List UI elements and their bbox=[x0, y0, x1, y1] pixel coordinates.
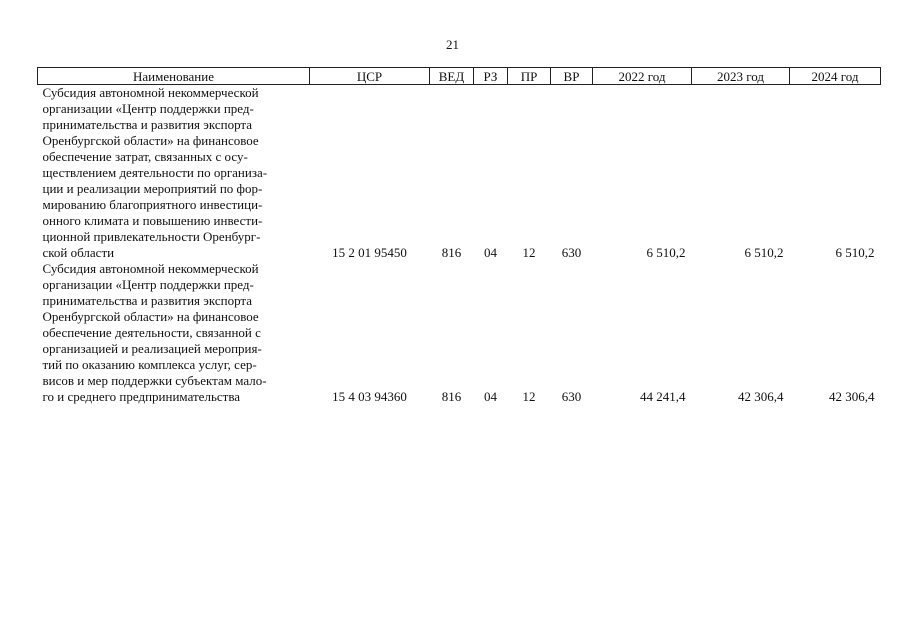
name-line: организацией и реализацией мероприя- bbox=[42, 341, 262, 356]
budget-table bbox=[37, 67, 881, 405]
cell-2023: 42 306,4 bbox=[738, 389, 784, 404]
name-line: организации «Центр поддержки пред- bbox=[42, 277, 254, 292]
cell-csr: 15 2 01 95450 bbox=[332, 245, 407, 260]
cell-2023: 6 510,2 bbox=[744, 245, 784, 260]
cell-vr: 630 bbox=[561, 245, 582, 260]
table-row bbox=[38, 85, 881, 262]
name-line: ционной привлекательности Оренбург- bbox=[42, 229, 261, 244]
name-line: Оренбургской области» на финансовое bbox=[42, 133, 259, 148]
name-line: Оренбургской области» на финансовое bbox=[42, 309, 259, 324]
cell-rz: 04 bbox=[484, 389, 497, 404]
row-name bbox=[38, 85, 310, 262]
header-csr: ЦСР bbox=[310, 68, 430, 85]
cell-pr: 12 bbox=[522, 245, 536, 260]
name-line: го и среднего предпринимательства bbox=[42, 389, 241, 404]
name-line: ской области bbox=[42, 245, 115, 260]
name-line: обеспечение деятельности, связанной с bbox=[42, 325, 261, 340]
name-line: организации «Центр поддержки пред- bbox=[42, 101, 254, 116]
header-vr: ВР bbox=[551, 68, 593, 85]
name-line: онного климата и повышению инвести- bbox=[42, 213, 263, 228]
cell-2024: 42 306,4 bbox=[829, 389, 875, 404]
header-2023: 2023 год bbox=[692, 68, 790, 85]
header-ved: ВЕД bbox=[430, 68, 474, 85]
name-line: принимательства и развития экспорта bbox=[42, 293, 253, 308]
cell-ved: 816 bbox=[441, 245, 462, 260]
row-name bbox=[38, 261, 310, 405]
cell-2022: 6 510,2 bbox=[646, 245, 686, 260]
cell-2022: 44 241,4 bbox=[640, 389, 686, 404]
header-2022: 2022 год bbox=[593, 68, 692, 85]
header-row bbox=[38, 68, 881, 85]
name-line: тий по оказанию комплекса услуг, сер- bbox=[42, 357, 257, 372]
cell-2024: 6 510,2 bbox=[835, 245, 875, 260]
name-line: обеспечение затрат, связанных с осу- bbox=[42, 149, 248, 164]
name-line: принимательства и развития экспорта bbox=[42, 117, 253, 132]
header-pr: ПР bbox=[508, 68, 551, 85]
header-rz: РЗ bbox=[474, 68, 508, 85]
page-number: 21 bbox=[446, 37, 459, 52]
header-name: Наименование bbox=[38, 68, 310, 85]
name-line: мированию благоприятного инвестици- bbox=[42, 197, 263, 212]
cell-rz: 04 bbox=[484, 245, 497, 260]
cell-csr: 15 4 03 94360 bbox=[332, 389, 407, 404]
name-line: Субсидия автономной некоммерческой bbox=[42, 85, 259, 100]
name-line: висов и мер поддержки субъектам мало- bbox=[42, 373, 267, 388]
cell-vr: 630 bbox=[561, 389, 582, 404]
name-line: Субсидия автономной некоммерческой bbox=[42, 261, 259, 276]
cell-pr: 12 bbox=[522, 389, 536, 404]
name-line: ществлением деятельности по организа- bbox=[42, 165, 268, 180]
cell-ved: 816 bbox=[441, 389, 462, 404]
name-line: ции и реализации мероприятий по фор- bbox=[42, 181, 263, 196]
table-row bbox=[38, 261, 881, 405]
header-2024: 2024 год bbox=[790, 68, 881, 85]
